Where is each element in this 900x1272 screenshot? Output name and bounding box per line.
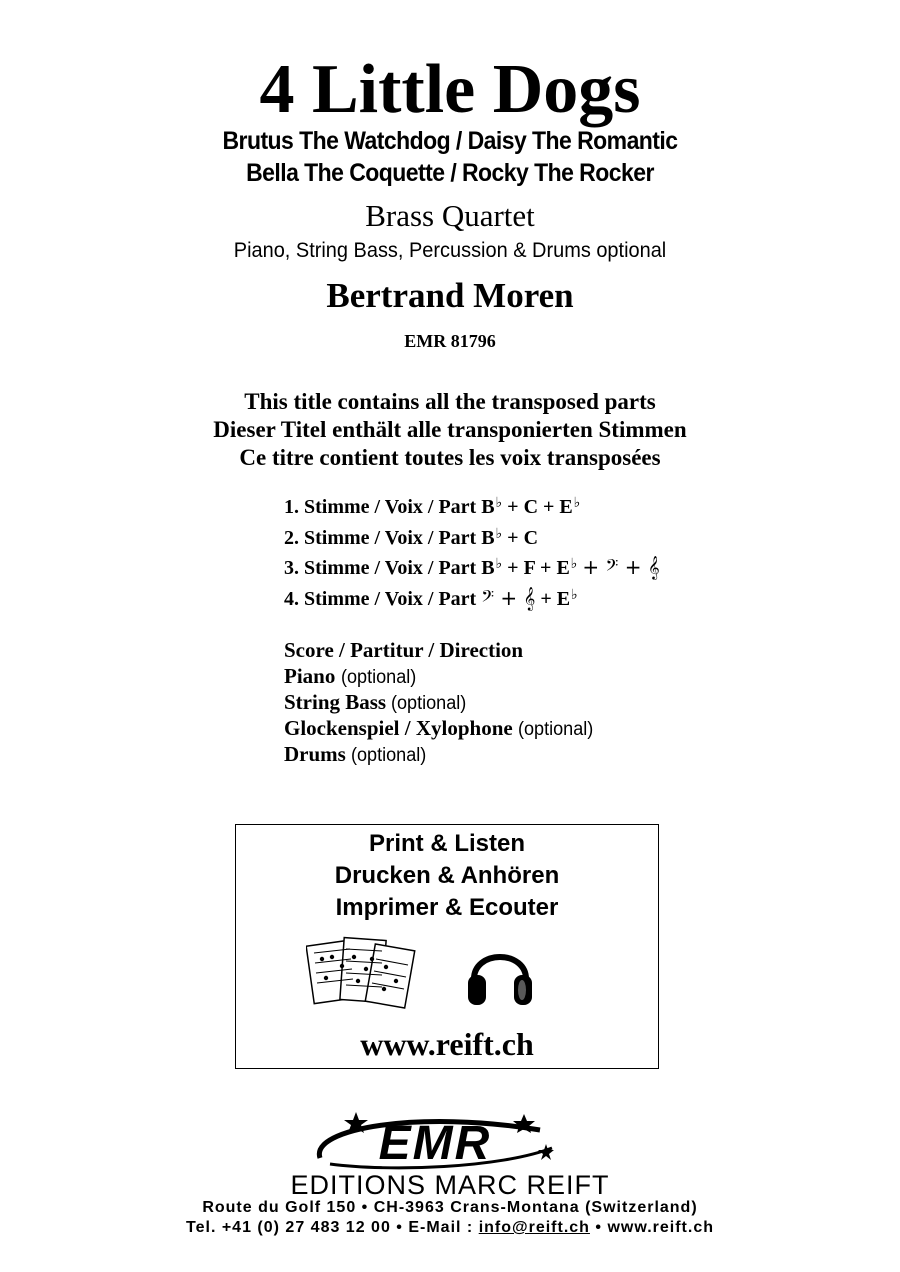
clef-icons: 𝄢 + 𝄞: [481, 585, 536, 610]
extra-part-string-bass: String Bass (optional): [284, 690, 467, 714]
parts-list: [284, 488, 660, 610]
part-line-3: 3. Stimme / Voix / Part B♭ + F + E♭ + 𝄢 + 𝄞: [284, 555, 660, 579]
additional-parts-list: [284, 637, 597, 767]
emr-logo: [300, 1108, 570, 1174]
subtitle-line-1: Brutus The Watchdog / Daisy The Romantic: [222, 127, 678, 155]
transposition-note-fr: Ce titre contient toutes les voix transposées: [239, 445, 661, 470]
part-line-4: 4. Stimme / Voix / Part 𝄢 + 𝄞 + E♭: [284, 585, 578, 610]
transposition-note-de: Dieser Titel enthält alle transponierten Stimmen: [213, 417, 687, 442]
flat-icon: ♭: [570, 556, 578, 572]
publisher-name: EDITIONS MARC REIFT: [290, 1170, 610, 1200]
publisher-address: Route du Golf 150 • CH-3963 Crans-Montana (Switzerland): [202, 1199, 698, 1216]
part-line-1: 1. Stimme / Voix / Part B♭ + C + E♭: [284, 495, 581, 518]
extra-part-glockenspiel: Glockenspiel / Xylophone (optional): [284, 716, 594, 740]
flat-icon: ♭: [495, 495, 503, 511]
extra-part-piano: Piano (optional): [284, 664, 416, 688]
flat-icon: ♭: [495, 556, 503, 572]
composer: Bertrand Moren: [326, 276, 574, 315]
promo-line-en: Print & Listen: [368, 830, 525, 857]
extra-part-score: Score / Partitur / Direction: [284, 638, 524, 662]
print-listen-box: [235, 824, 659, 1069]
sheet-music-icon: [306, 933, 416, 1013]
subtitle-line-2: Bella The Coquette / Rocky The Rocker: [246, 159, 654, 187]
publisher-contact: Tel. +41 (0) 27 483 12 00 • E-Mail : info@reift.ch • www.reift.ch: [186, 1219, 714, 1236]
flat-icon: ♭: [573, 495, 581, 511]
part-line-2: 2. Stimme / Voix / Part B♭ + C: [284, 525, 539, 549]
clef-icons: + 𝄢 + 𝄞: [582, 555, 660, 579]
website-link[interactable]: www.reift.ch: [360, 1026, 534, 1062]
ensemble: Brass Quartet: [365, 198, 535, 233]
instrumentation: Piano, String Bass, Percussion & Drums optional: [233, 239, 667, 262]
logo-text: EMR: [378, 1117, 492, 1170]
email-link[interactable]: info@reift.ch: [478, 1219, 590, 1236]
flat-icon: ♭: [571, 586, 578, 603]
page-title: 4 Little Dogs: [259, 51, 641, 128]
headphones-icon: [464, 935, 536, 1011]
promo-line-fr: Imprimer & Ecouter: [335, 894, 559, 921]
catalog-number: EMR 81796: [404, 331, 496, 351]
extra-part-drums: Drums (optional): [284, 742, 427, 766]
promo-line-de: Drucken & Anhören: [334, 862, 560, 889]
transposition-note-en: This title contains all the transposed parts: [244, 389, 656, 414]
flat-icon: ♭: [495, 525, 503, 542]
